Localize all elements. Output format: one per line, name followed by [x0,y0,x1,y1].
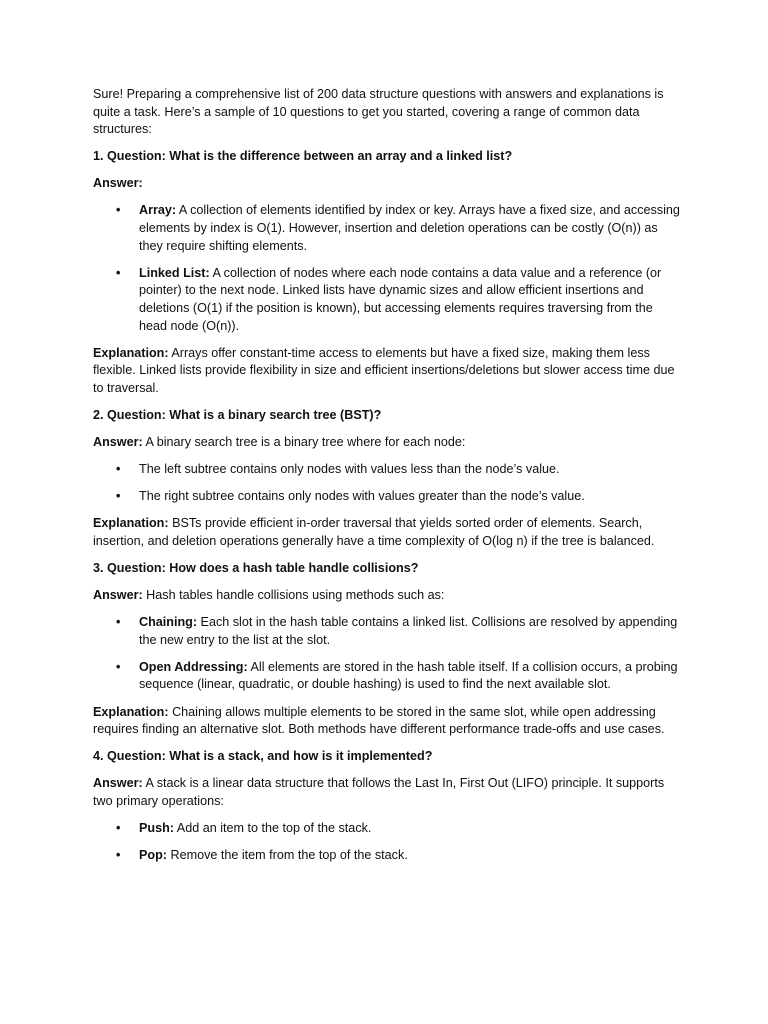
term-description: Each slot in the hash table contains a linked list. Collisions are resolved by appending the new entry to the list at the slot. [139,615,678,647]
term-label: Chaining: [139,615,198,630]
list-item [93,614,683,649]
list-item [93,659,683,694]
question-3-answer-list [93,614,683,694]
question-4-answer-list [93,820,683,865]
explanation-label: Explanation: [93,345,169,360]
answer-label: Answer: [93,588,143,603]
question-2-answer [93,434,683,452]
bullet-icon: • [116,462,121,477]
question-2-answer-list [93,461,683,506]
question-4-heading: 4. Question: What is a stack, and how is it implemented? [93,749,433,764]
intro-paragraph: Sure! Preparing a comprehensive list of 200 data structure questions with answers and explanations is quite a task. Here’s a sample of 10 questions to get you started, covering a range of common data structures: [93,87,664,137]
term-description: All elements are stored in the hash table itself. If a collision occurs, a probing sequence (linear, quadratic, or double hashing) is used to find the next available slot. [139,659,678,692]
answer-label: Answer: [93,435,143,449]
answer-text: A stack is a linear data structure that follows the Last In, First Out (LIFO) principle. It supports two primary operations: [93,776,665,808]
term-label: Linked List: [139,265,210,280]
explanation-label: Explanation: [93,516,169,531]
question-2-heading: 2. Question: What is a binary search tree (BST)? [93,407,382,422]
list-item-text: The left subtree contains only nodes with values less than the node’s value. [139,462,560,477]
bullet-icon: • [116,489,121,504]
answer-text: Hash tables handle collisions using methods such as: [142,588,445,603]
term-description: A collection of elements identified by index or key. Arrays have a fixed size, and accessing elements by index is O(1). However, insertion and deletion operations can be costly (O(n)) as they require shifting elements. [139,203,680,253]
term-description: Add an item to the top of the stack. [173,821,372,835]
question-2-explanation [93,515,683,550]
list-item [93,847,683,865]
term-label: Push: [139,821,174,835]
question-4-answer [93,775,683,810]
bullet-icon: • [116,265,121,280]
term-description: Remove the item from the top of the stack. [166,848,408,863]
explanation-text: BSTs provide efficient in-order traversal that yields sorted order of elements. Search, insertion, and deletion operations generally have a time complexity of O(log n) if the tree is balanced. [93,516,655,548]
question-3-heading: 3. Question: How does a hash table handle collisions? [93,560,419,575]
list-item [93,461,683,479]
question-1-explanation [93,345,683,398]
bullet-icon: • [116,615,121,630]
term-label: Pop: [139,848,167,863]
term-label: Open Addressing: [139,659,248,674]
list-item [93,202,683,255]
explanation-text: Arrays offer constant-time access to elements but have a fixed size, making them less flexible. Linked lists provide flexibility in size and efficient insertions/deletions but slower access time due to traversal. [93,345,675,395]
question-1-answer-list [93,202,683,335]
term-description: A collection of nodes where each node contains a data value and a reference (or pointer) to the next node. Linked lists have dynamic sizes and allow efficient insertions and deletions (O(1) if the position is known), but accessing elements requires traversing from the head node (O(n)). [139,265,662,333]
question-1-heading: 1. Question: What is the difference between an array and a linked list? [93,149,513,164]
term-label: Array: [139,203,177,218]
explanation-text: Chaining allows multiple elements to be stored in the same slot, while open addressing requires finding an alternative slot. Both methods have different performance trade-offs and use cases. [93,704,665,737]
list-item [93,265,683,335]
document-body [93,86,683,874]
bullet-icon: • [116,848,121,863]
list-item-text: The right subtree contains only nodes with values greater than the node’s value. [139,489,585,504]
question-3-answer [93,587,683,605]
explanation-label: Explanation: [93,704,169,719]
question-1-answer-label: Answer: [93,176,143,191]
list-item [93,488,683,506]
bullet-icon: • [116,821,121,835]
bullet-icon: • [116,659,121,674]
answer-label: Answer: [93,776,143,791]
list-item [93,820,683,838]
bullet-icon: • [116,203,121,218]
answer-text: A binary search tree is a binary tree where for each node: [142,435,466,449]
question-3-explanation [93,704,683,739]
